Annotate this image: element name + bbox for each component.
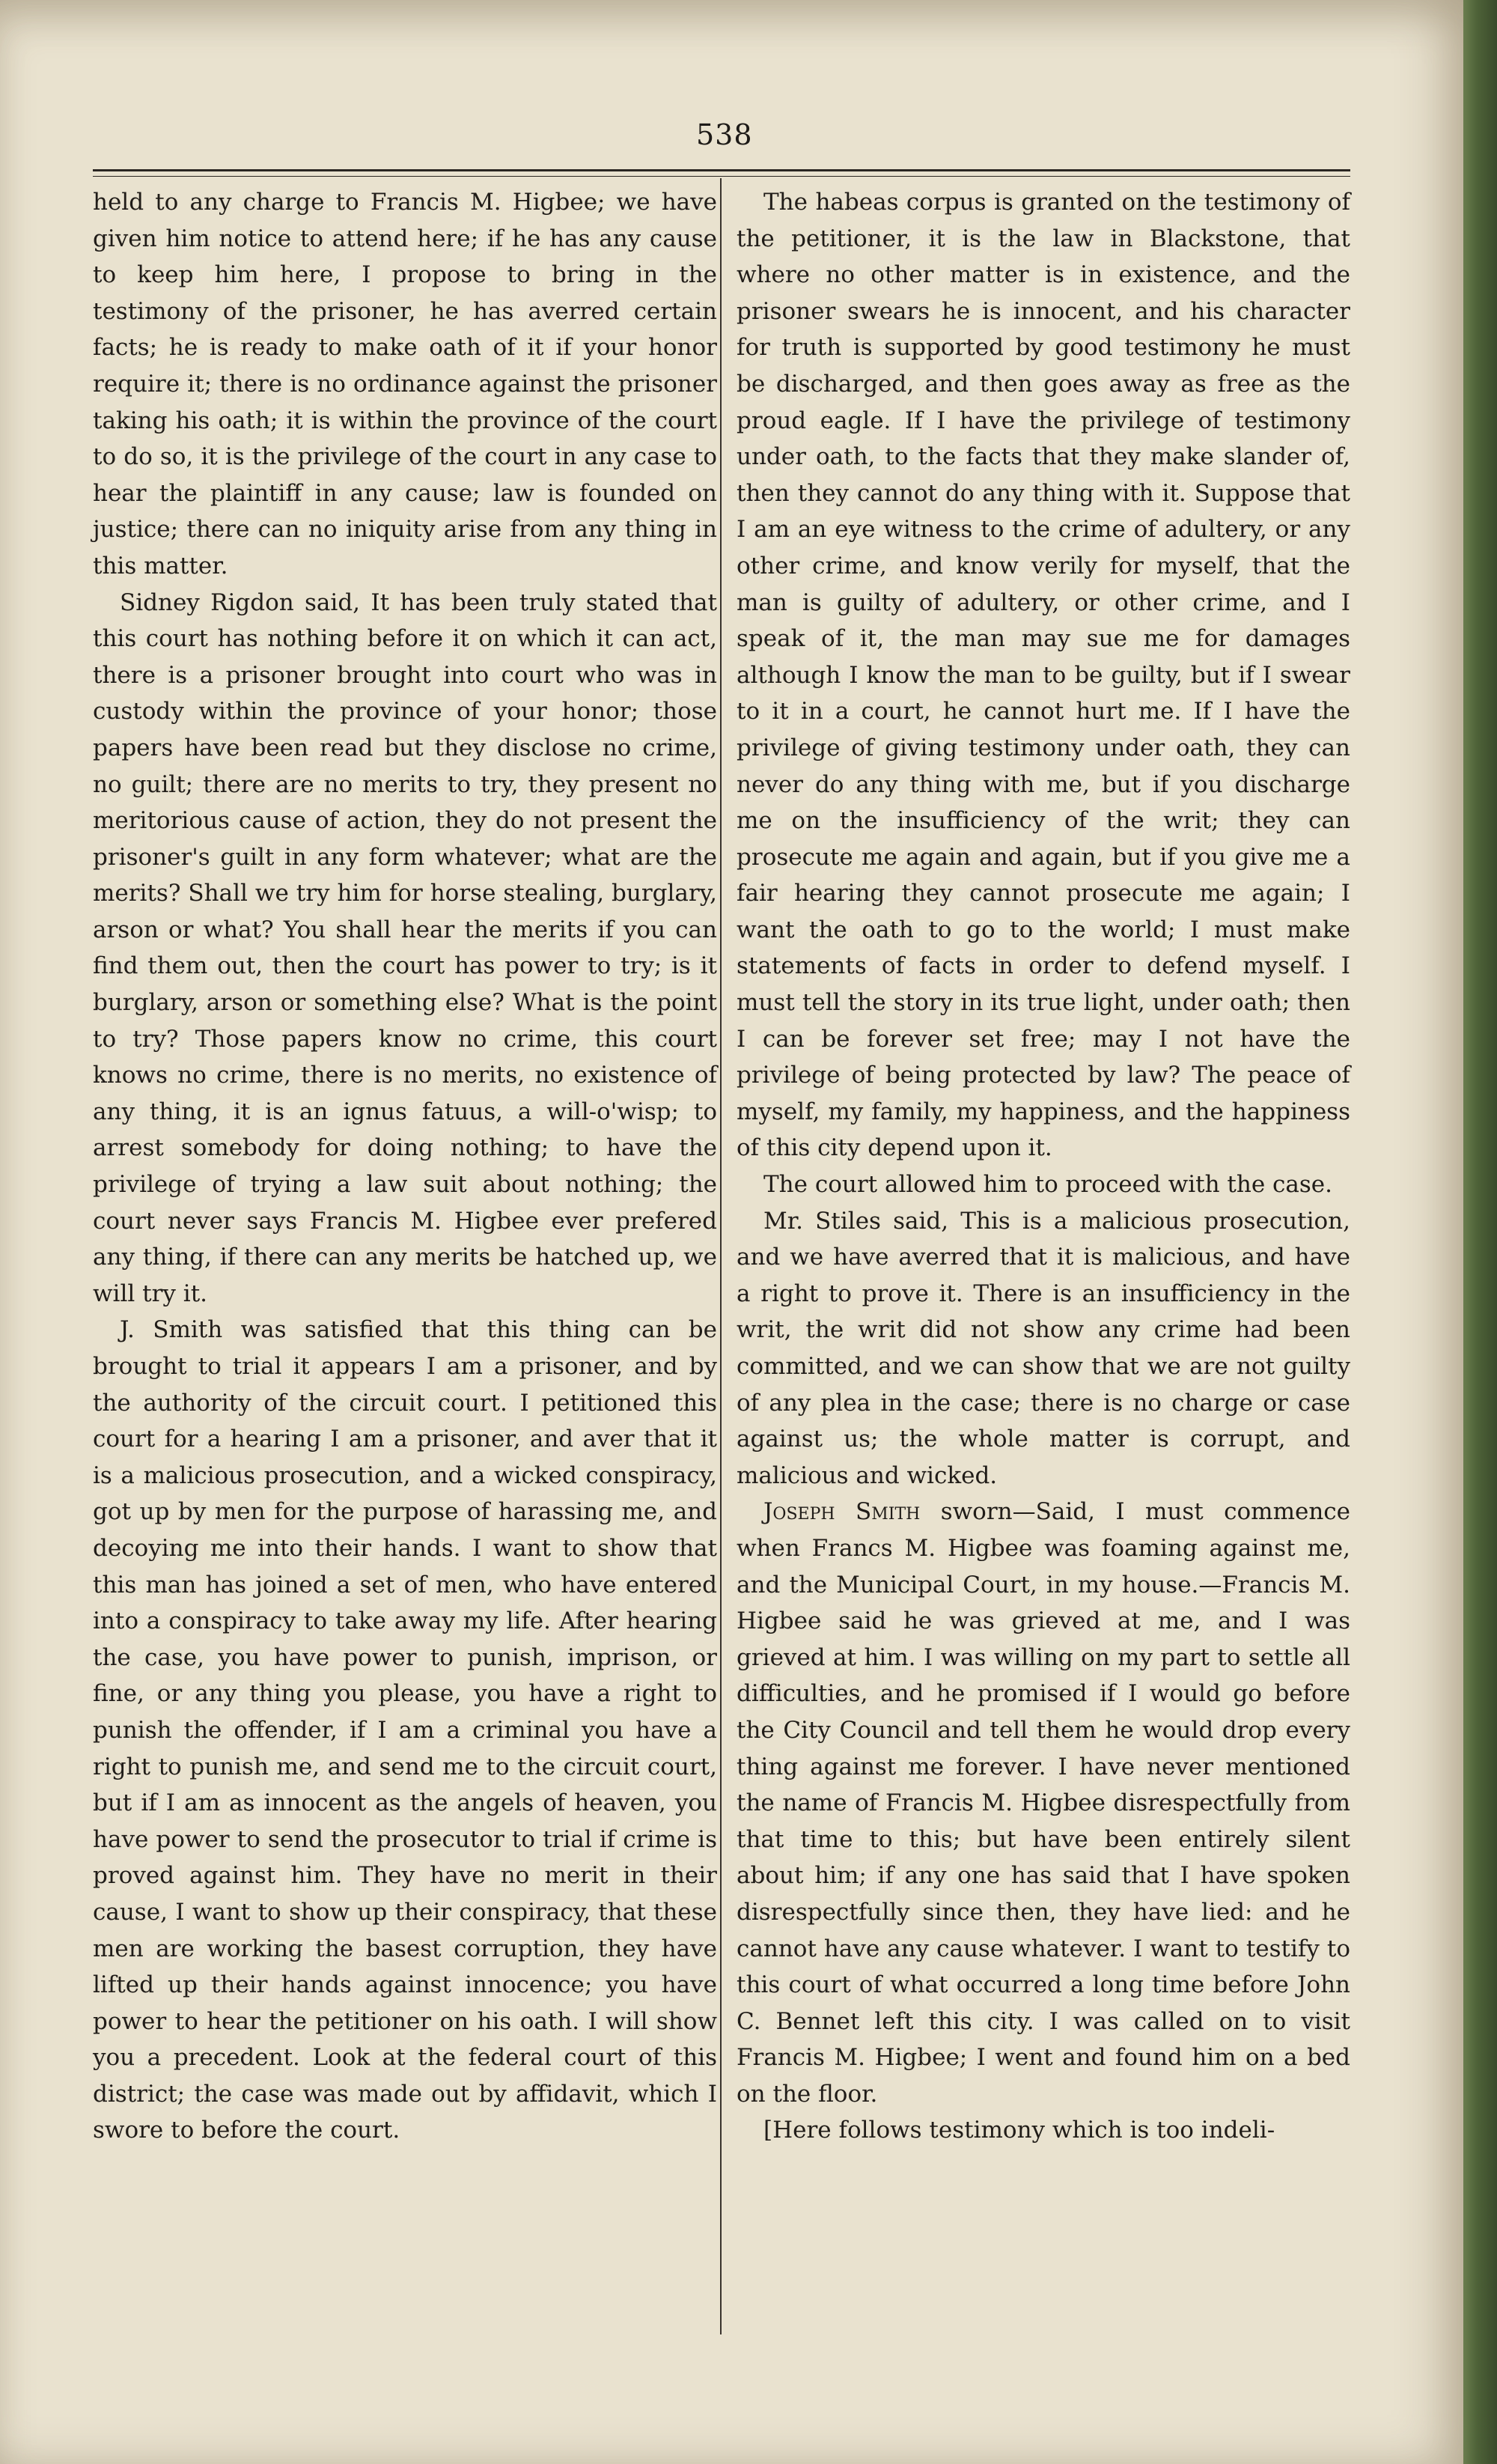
column-divider: [720, 178, 722, 2334]
header-rule: [93, 169, 1350, 177]
paragraph-smith-sworn: [737, 1494, 1350, 2112]
page-edge: [1463, 0, 1497, 2464]
paragraph-smith-petition: J. Smith was satisfied that this thing can be brought to trial it appears I am a prisoner, and by the authority of the circuit court. I petitioned this court for a hearing I am a prisoner, and aver that it is a malicious prosecution, and a wicked conspiracy, got up by men for the purpose of harassing me, and decoying me into their hands. I want to show that this man has joined a set of men, who have entered into a conspiracy to take away my life. After hearing the case, you have power to punish, imprison, or fine, or any thing you please, you have a right to punish the offender, if I am a criminal you have a right to punish me, and send me to the circuit court, but if I am as innocent as the angels of heaven, you have power to send the prosecutor to trial if crime is proved against him. They have no merit in their cause, I want to show up their conspiracy, that these men are working the basest corruption, they have lifted up their hands against innocence; you have power to hear the petitioner on his oath. I will show you a precedent. Look at the federal court of this district; the case was made out by affidavit, which I swore to before the court.: [93, 1316, 717, 2144]
paragraph-continued: held to any charge to Francis M. Higbee; we have given him notice to attend here; if he has any cause to keep him here, I propose to bring in the testimony of the prisoner, he has averred certain facts; he is ready to make oath of it if your honor require it; there is no ordinance against the prisoner taking his oath; it is within the province of the court to do so, it is the privilege of the court in any case to hear the plaintiff in any cause; law is founded on justice; there can no iniquity arise from any thing in this matter.: [93, 189, 717, 580]
paragraph-rigdon: Sidney Rigdon said, It has been truly stated that this court has nothing before it on which it can act, there is a prisoner brought into court who was in custody within the province of your honor; those papers have been read but they disclose no crime, no guilt; there are no merits to try, they present no meritorious cause of action, they do not present the prisoner's guilt in any form whatever; what are the merits? Shall we try him for horse stealing, burglary, arson or what? You shall hear the merits if you can find them out, then the court has power to try; is it burglary, arson or something else? What is the point to try? Those papers know no crime, this court knows no crime, there is no merits, no existence of any thing, it is an ignus fatuus, a will-o'wisp; to arrest somebody for doing nothing; to have the privilege of trying a law suit about nothing; the court never says Francis M. Higbee ever prefered any thing, if there can any merits be hatched up, we will try it.: [93, 588, 717, 1307]
smith-testimony-text: sworn—Said, I must commence when Francs M. Higbee was foaming against me, and the Municipal Court, in my house.—Francis M. Higbee said he was grieved at me, and I was grieved at him. I was willing on my part to settle all difficulties, and he promised if I would go before the City Council and tell them he would drop every thing against me forever. I have never mentioned the name of Francis M. Higbee disrespectfully from that time to this; but have been entirely silent about him; if any one has said that I have spoken disrespectfully since then, they have lied: and he cannot have any cause whatever. I want to testify to this court of what occurred a long time before John C. Bennet left this city. I was called on to visit Francis M. Higbee; I went and found him on a bed on the floor.: [737, 1498, 1350, 2108]
paragraph-court-allowed: The court allowed him to proceed with the case.: [763, 1171, 1332, 1199]
paragraph-closing-note: [Here follows testimony which is too indeli-: [763, 2117, 1275, 2144]
speaker-name: Joseph Smith: [763, 1498, 921, 1526]
page-number: 538: [696, 118, 753, 151]
paragraph-stiles: Mr. Stiles said, This is a malicious prosecution, and we have averred that it is malicious, and have a right to prove it. There is an insufficiency in the writ, the writ did not show any crime had been committed, and we can show that we are not guilty of any plea in the case; there is no charge or case against us; the whole matter is corrupt, and malicious and wicked.: [737, 1207, 1350, 1489]
right-column: [737, 184, 1350, 2149]
left-column: [93, 184, 717, 2149]
paragraph-habeas-corpus: The habeas corpus is granted on the testimony of the petitioner, it is the law in Blackstone, that where no other matter is in existence, and the prisoner swears he is innocent, and his character for truth is supported by good testimony he must be discharged, and then goes away as free as the proud eagle. If I have the privilege of testimony under oath, to the facts that they make slander of, then they cannot do any thing with it. Suppose that I am an eye witness to the crime of adultery, or any other crime, and know verily for myself, that the man is guilty of adultery, or other crime, and I speak of it, the man may sue me for damages although I know the man to be guilty, but if I swear to it in a court, he cannot hurt me. If I have the privilege of giving testimony under oath, they can never do any thing with me, but if you discharge me on the insufficiency of the writ; they can prosecute me again and again, but if you give me a fair hearing they cannot prosecute me again; I want the oath to go to the world; I must make statements of facts in order to defend myself. I must tell the story in its true light, under oath; then I can be forever set free; may I not have the privilege of being protected by law? The peace of myself, my family, my happiness, and the happiness of this city depend upon it.: [737, 189, 1350, 1162]
